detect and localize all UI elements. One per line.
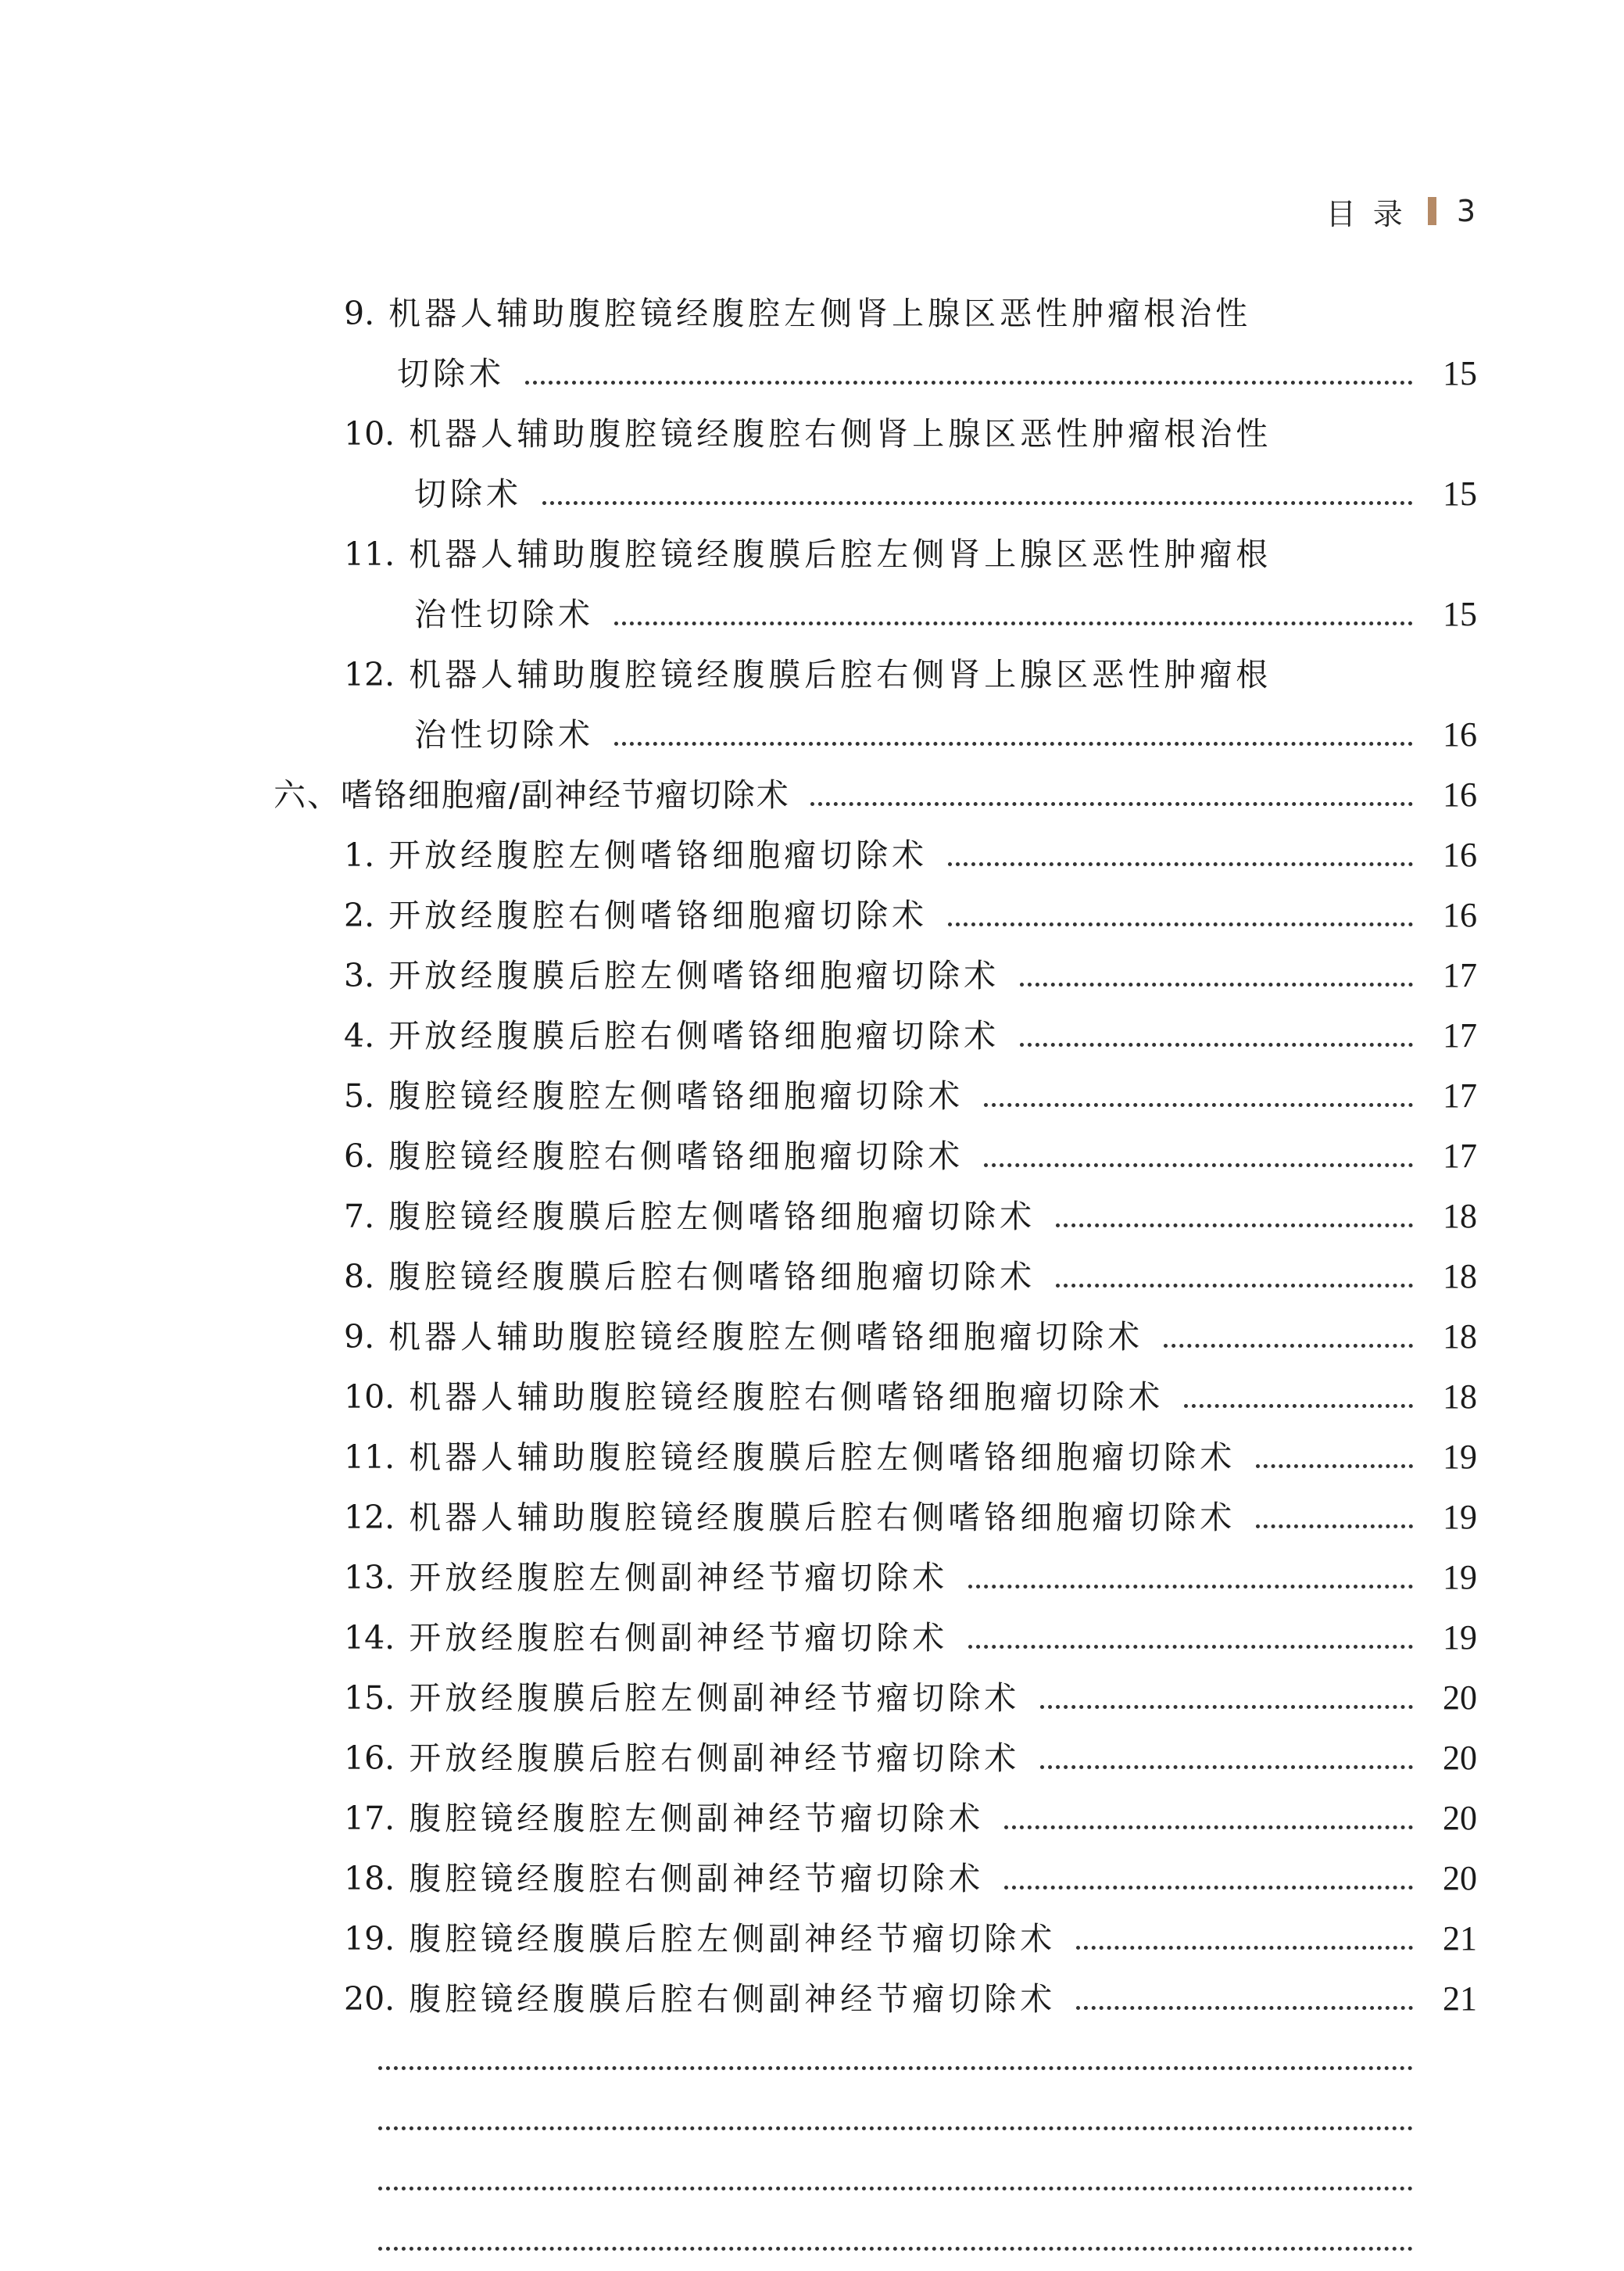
entry-page: 20 <box>1443 1799 1477 1837</box>
toc-entry[interactable] <box>344 1975 1477 2023</box>
leader-dots <box>1256 1524 1413 1528</box>
toc-entry-continued[interactable] <box>414 470 1477 518</box>
entry-number: 6. <box>344 1137 375 1175</box>
entry-title: 腹腔镜经腹膜后腔右侧副神经节瘤切除术 <box>409 1980 1057 2018</box>
entry-title: 腹腔镜经腹腔左侧嗜铬细胞瘤切除术 <box>388 1077 964 1115</box>
entry-page: 19 <box>1443 1498 1477 1536</box>
toc-entry[interactable] <box>344 1553 1477 1602</box>
leader-dots <box>1004 1886 1413 1890</box>
toc-entry[interactable] <box>344 951 1477 1000</box>
leader-dots <box>378 2247 1413 2251</box>
entry-number: 18. <box>344 1860 395 1897</box>
entry-number: 9. <box>344 1318 375 1356</box>
entry-title: 开放经腹腔右侧副神经节瘤切除术 <box>409 1619 949 1657</box>
leader-dots <box>1020 983 1413 987</box>
leader-dots <box>1040 1705 1413 1709</box>
entry-page: 16 <box>1443 836 1477 874</box>
entry-page: 16 <box>1443 715 1477 754</box>
leader-dots <box>1056 1223 1413 1227</box>
toc-entry[interactable] <box>344 1373 1477 1421</box>
entry-page: 17 <box>1443 956 1477 994</box>
entry-title: 开放经腹腔左侧嗜铬细胞瘤切除术 <box>388 836 928 874</box>
entry-title-line2: 治性切除术 <box>414 596 594 633</box>
header-title: 目录 <box>1325 196 1420 231</box>
leader-dots <box>1020 1043 1413 1047</box>
entry-number: 5. <box>344 1077 375 1115</box>
toc-entry[interactable] <box>344 1072 1477 1120</box>
entry-title: 机器人辅助腹腔镜经腹腔右侧嗜铬细胞瘤切除术 <box>409 1378 1164 1416</box>
entry-page: 21 <box>1443 1979 1477 2018</box>
entry-number: 16. <box>344 1739 395 1777</box>
leader-dots <box>542 501 1413 505</box>
entry-number: 10. <box>344 415 395 453</box>
toc-entry[interactable] <box>344 1794 1477 1843</box>
entry-title-line1: 机器人辅助腹腔镜经腹膜后腔右侧肾上腺区恶性肿瘤根 <box>409 656 1272 693</box>
toc-entry[interactable] <box>344 289 1477 338</box>
entry-title-line2: 切除术 <box>397 355 505 392</box>
entry-page: 20 <box>1443 1678 1477 1717</box>
entry-title: 开放经腹膜后腔左侧副神经节瘤切除术 <box>409 1679 1021 1717</box>
entry-number: 7. <box>344 1198 375 1235</box>
leader-dots <box>614 621 1413 625</box>
leader-dots <box>948 862 1413 866</box>
toc-entry[interactable] <box>344 891 1477 940</box>
running-header <box>1326 188 1476 235</box>
header-divider <box>1428 197 1436 225</box>
entry-title: 腹腔镜经腹腔左侧副神经节瘤切除术 <box>409 1800 985 1837</box>
entry-title: 机器人辅助腹腔镜经腹膜后腔右侧嗜铬细胞瘤切除术 <box>409 1499 1236 1536</box>
header-page-number: 3 <box>1456 194 1476 228</box>
toc-entry[interactable] <box>344 1012 1477 1060</box>
entry-page: 19 <box>1443 1618 1477 1657</box>
entry-number: 14. <box>344 1619 395 1657</box>
toc-entry[interactable] <box>344 410 1477 458</box>
entry-title: 机器人辅助腹腔镜经腹膜后腔左侧嗜铬细胞瘤切除术 <box>409 1438 1236 1476</box>
entry-number: 11. <box>344 1438 395 1476</box>
entry-number: 3. <box>344 957 375 994</box>
leader-dots <box>1164 1344 1413 1348</box>
toc-entry[interactable] <box>344 530 1477 578</box>
entry-title: 开放经腹膜后腔右侧副神经节瘤切除术 <box>409 1739 1021 1777</box>
toc-entry[interactable] <box>344 2155 1477 2204</box>
entry-title-line1: 机器人辅助腹腔镜经腹腔右侧肾上腺区恶性肿瘤根治性 <box>409 415 1272 453</box>
entry-title: 机器人辅助腹腔镜经腹腔左侧嗜铬细胞瘤切除术 <box>388 1318 1144 1356</box>
entry-page: 15 <box>1443 595 1477 633</box>
toc-entry[interactable] <box>344 1433 1477 1481</box>
toc-entry-continued[interactable] <box>414 590 1477 639</box>
entry-title-line2: 切除术 <box>414 475 522 513</box>
entry-page: 19 <box>1443 1558 1477 1596</box>
toc-entry[interactable] <box>344 1493 1477 1542</box>
toc-section-heading[interactable] <box>274 771 1477 819</box>
entry-title: 腹腔镜经腹腔右侧副神经节瘤切除术 <box>409 1860 985 1897</box>
entry-page: 20 <box>1443 1739 1477 1777</box>
leader-dots <box>614 742 1413 746</box>
entry-title: 开放经腹腔左侧副神经节瘤切除术 <box>409 1559 949 1596</box>
toc-entry[interactable] <box>344 1313 1477 1361</box>
leader-dots <box>1056 1284 1413 1288</box>
entry-page: 15 <box>1443 475 1477 513</box>
entry-page: 15 <box>1443 354 1477 392</box>
entry-page: 17 <box>1443 1076 1477 1115</box>
toc-entry-continued[interactable] <box>414 711 1477 759</box>
entry-page: 18 <box>1443 1257 1477 1295</box>
leader-dots <box>1256 1464 1413 1468</box>
entry-title: 开放经腹膜后腔右侧嗜铬细胞瘤切除术 <box>388 1017 1000 1055</box>
entry-number: 13. <box>344 1559 395 1596</box>
entry-title-line2: 治性切除术 <box>414 716 594 754</box>
toc-entry[interactable] <box>344 1674 1477 1722</box>
leader-dots <box>810 802 1413 806</box>
leader-dots <box>1004 1825 1413 1829</box>
toc-entry[interactable] <box>344 2095 1477 2144</box>
entry-title: 开放经腹腔右侧嗜铬细胞瘤切除术 <box>388 897 928 934</box>
entry-number: 20. <box>344 1980 395 2018</box>
entry-number: 17. <box>344 1800 395 1837</box>
entry-page: 21 <box>1443 1919 1477 1958</box>
leader-dots <box>378 2187 1413 2190</box>
leader-dots <box>1076 2006 1413 2010</box>
toc-entry[interactable] <box>344 650 1477 699</box>
leader-dots <box>1076 1946 1413 1950</box>
entry-title-line1: 机器人辅助腹腔镜经腹腔左侧肾上腺区恶性肿瘤根治性 <box>388 295 1252 332</box>
toc-entry[interactable] <box>344 1614 1477 1662</box>
entry-page: 20 <box>1443 1859 1477 1897</box>
leader-dots <box>948 922 1413 926</box>
entry-page: 16 <box>1443 896 1477 934</box>
entry-title: 腹腔镜经腹膜后腔左侧副神经节瘤切除术 <box>409 1920 1057 1958</box>
toc-entry[interactable] <box>344 1132 1477 1180</box>
leader-dots <box>968 1645 1413 1649</box>
entry-number: 10. <box>344 1378 395 1416</box>
leader-dots <box>525 381 1413 385</box>
toc-entry[interactable] <box>344 831 1477 879</box>
leader-dots <box>1040 1765 1413 1769</box>
toc-entry[interactable] <box>344 1192 1477 1241</box>
entry-number: 2. <box>344 897 375 934</box>
entry-page: 17 <box>1443 1137 1477 1175</box>
toc-entry[interactable] <box>344 1915 1477 1963</box>
entry-number: 12. <box>344 1499 395 1536</box>
entry-title: 腹腔镜经腹膜后腔右侧嗜铬细胞瘤切除术 <box>388 1258 1036 1295</box>
entry-number: 8. <box>344 1258 375 1295</box>
entry-number: 4. <box>344 1017 375 1055</box>
entry-title: 腹腔镜经腹膜后腔左侧嗜铬细胞瘤切除术 <box>388 1198 1036 1235</box>
entry-page: 17 <box>1443 1016 1477 1055</box>
leader-dots <box>968 1585 1413 1589</box>
toc-entry[interactable] <box>344 2035 1477 2083</box>
entry-page: 18 <box>1443 1197 1477 1235</box>
entry-title: 腹腔镜经腹腔右侧嗜铬细胞瘤切除术 <box>388 1137 964 1175</box>
leader-dots <box>984 1163 1413 1167</box>
entry-page: 19 <box>1443 1438 1477 1476</box>
toc-entry[interactable] <box>344 1734 1477 1782</box>
toc-entry[interactable] <box>344 2215 1477 2264</box>
leader-dots <box>984 1103 1413 1107</box>
entry-number: 11. <box>344 536 395 573</box>
leader-dots <box>378 2066 1413 2070</box>
entry-number: 1. <box>344 836 375 874</box>
toc-entry-continued[interactable] <box>397 349 1477 398</box>
entry-page: 18 <box>1443 1317 1477 1356</box>
toc-entry[interactable] <box>344 1854 1477 1903</box>
entry-number: 15. <box>344 1679 395 1717</box>
leader-dots <box>378 2126 1413 2130</box>
entry-number: 19. <box>344 1920 395 1958</box>
entry-number: 12. <box>344 656 395 693</box>
section-page: 16 <box>1443 776 1477 814</box>
toc-entry[interactable] <box>344 1252 1477 1301</box>
entry-title-line1: 机器人辅助腹腔镜经腹膜后腔左侧肾上腺区恶性肿瘤根 <box>409 536 1272 573</box>
entry-page: 18 <box>1443 1377 1477 1416</box>
entry-title: 开放经腹膜后腔左侧嗜铬细胞瘤切除术 <box>388 957 1000 994</box>
entry-number: 9. <box>344 295 375 332</box>
section-title: 六、嗜铬细胞瘤/副神经节瘤切除术 <box>274 776 790 814</box>
leader-dots <box>1184 1404 1413 1408</box>
